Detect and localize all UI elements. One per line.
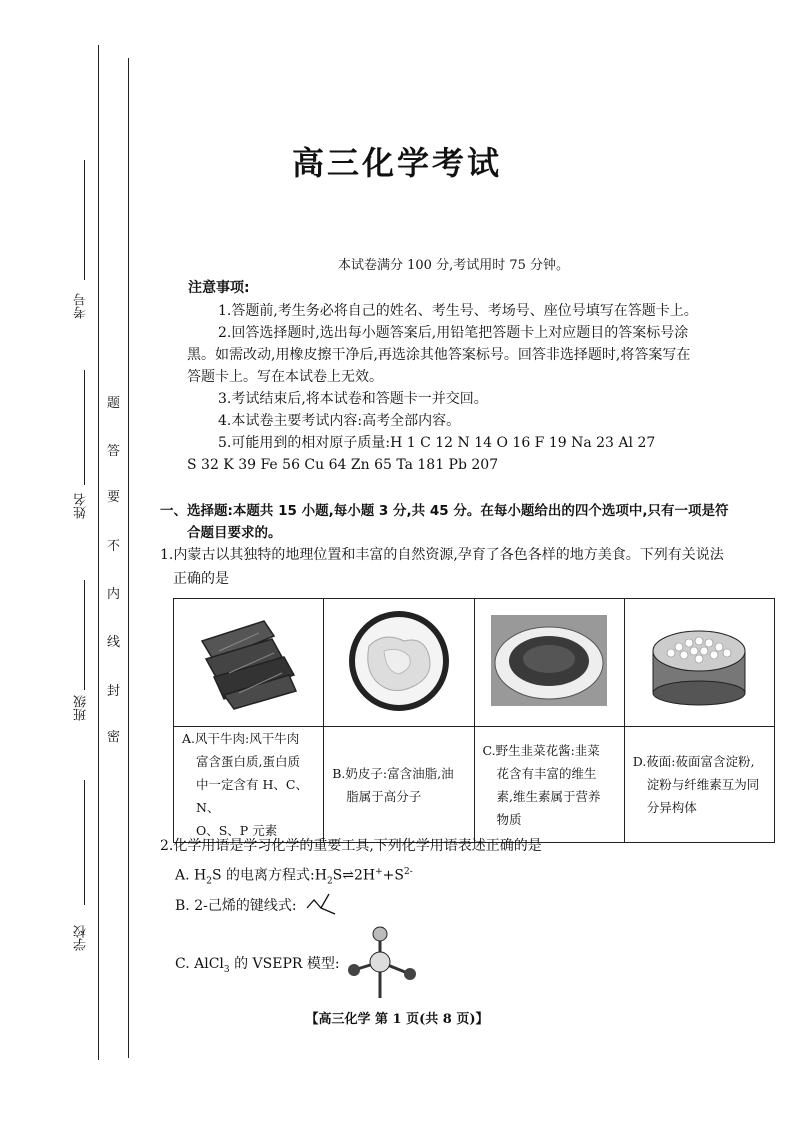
seal-char: 内 — [107, 587, 121, 602]
opt-a-text: +S — [382, 867, 404, 884]
opt-a-text: S 的电离方程式:H — [211, 867, 327, 884]
option-d-line: 淀粉与纤维素互为同 — [646, 777, 760, 792]
seal-char: 封 — [107, 684, 121, 699]
opt-c-sub: 3 — [223, 964, 230, 975]
question-1-stem: 1.内蒙古以其独特的地理位置和丰富的自然资源,孕育了各色各样的地方美食。下列有关说法 — [160, 547, 724, 563]
opt-a-text: S⇌2H — [332, 867, 376, 884]
notice-line: S 32 K 39 Fe 56 Cu 64 Zn 65 Ta 181 Pb 207 — [187, 457, 499, 473]
option-c-line: 物质 — [496, 811, 522, 827]
section-heading: 一、选择题:本题共 15 小题,每小题 3 分,共 45 分。在每小题给出的四个选项中,只有一项是符 — [160, 503, 729, 519]
option-d-line: 分异构体 — [646, 800, 697, 815]
opt-a-sup: + — [375, 867, 383, 877]
milk-skin-image — [344, 606, 454, 716]
chive-sauce-image — [489, 613, 609, 708]
option-d-line: D.莜面:莜面富含淀粉, — [632, 754, 755, 769]
option-b-line: B.奶皮子:富含油脂,油 — [332, 765, 454, 781]
option-a-line: A.风干牛肉:风干牛肉 — [182, 731, 300, 746]
vsepr-model-image — [340, 922, 420, 1002]
question-1-stem-cont: 正确的是 — [173, 571, 229, 587]
question-2-option-b: B. 2-己烯的键线式: — [175, 898, 297, 914]
name-underline — [84, 370, 85, 485]
seal-char: 要 — [107, 490, 121, 505]
option-d-image-cell — [624, 599, 774, 727]
school-underline — [84, 780, 85, 905]
exam-number-label: 考号 — [74, 293, 89, 319]
opt-c-text: 的 VSEPR 模型: — [229, 956, 340, 972]
page-footer: 【高三化学 第 1 页(共 8 页)】 — [305, 1012, 489, 1027]
opt-a-sub: 2 — [206, 876, 212, 887]
question-2-option-c — [175, 953, 340, 981]
option-c-line: C.野生韭菜花酱:韭菜 — [482, 742, 600, 758]
margin-line-left — [98, 45, 99, 1060]
notice-line: 4.本试卷主要考试内容:高考全部内容。 — [218, 413, 461, 429]
seal-char: 线 — [107, 635, 121, 650]
option-d-text — [624, 727, 774, 843]
option-a-image-cell — [174, 599, 324, 727]
option-a-line: 富含蛋白质,蛋白质 — [196, 754, 300, 769]
opt-c-text: C. AlCl — [175, 956, 224, 972]
name-label: 姓名 — [74, 493, 89, 519]
option-a-line: O、S、P 元素 — [196, 823, 278, 838]
option-b-text — [324, 727, 474, 843]
class-label: 班级 — [74, 695, 89, 721]
oat-noodle-image — [639, 611, 759, 711]
seal-char: 题 — [107, 396, 121, 411]
seal-char: 密 — [107, 730, 121, 745]
margin-line-right — [128, 58, 129, 1058]
option-b-line: 脂属于高分子 — [346, 788, 422, 804]
option-c-line: 花含有丰富的维生 — [496, 765, 597, 781]
question-2-stem: 2.化学用语是学习化学的重要工具,下列化学用语表述正确的是 — [160, 838, 542, 854]
exam-info: 本试卷满分 100 分,考试用时 75 分钟。 — [338, 258, 570, 273]
opt-a-text: A. H — [175, 867, 207, 884]
section-heading-cont: 合题目要求的。 — [187, 525, 282, 541]
option-a-text — [174, 727, 324, 843]
notice-line: 1.答题前,考生务必将自己的姓名、考生号、考场号、座位号填写在答题卡上。 — [218, 303, 698, 319]
school-label: 学校 — [74, 925, 89, 951]
option-b-image-cell — [324, 599, 474, 727]
option-a-line: 中一定含有 H、C、N、 — [196, 777, 308, 815]
seal-char: 答 — [107, 444, 121, 459]
notice-line: 黑。如需改动,用橡皮擦干净后,再选涂其他答案标号。回答非选择题时,将答案写在 — [187, 347, 691, 363]
seal-char: 不 — [107, 539, 121, 554]
class-underline — [84, 580, 85, 690]
opt-a-sup: 2- — [403, 867, 413, 877]
page-title: 高三化学考试 — [291, 144, 502, 182]
notice-line: 答题卡上。写在本试卷上无效。 — [187, 369, 383, 385]
question-1-options-table — [173, 598, 775, 843]
option-c-image-cell — [474, 599, 624, 727]
option-c-line: 素,维生素属于营养 — [496, 788, 601, 804]
opt-a-sub: 2 — [326, 876, 333, 887]
notice-heading: 注意事项: — [188, 280, 250, 296]
dried-beef-image — [194, 611, 304, 711]
skeletal-formula-image — [305, 890, 339, 918]
option-c-text — [474, 727, 624, 843]
notice-line: 3.考试结束后,将本试卷和答题卡一并交回。 — [218, 391, 488, 407]
question-2-option-a — [175, 861, 413, 892]
notice-line: 5.可能用到的相对原子质量:H 1 C 12 N 14 O 16 F 19 Na 23 Al 27 — [218, 435, 656, 451]
notice-line: 2.回答选择题时,选出每小题答案后,用铅笔把答题卡上对应题目的答案标号涂 — [218, 325, 689, 341]
